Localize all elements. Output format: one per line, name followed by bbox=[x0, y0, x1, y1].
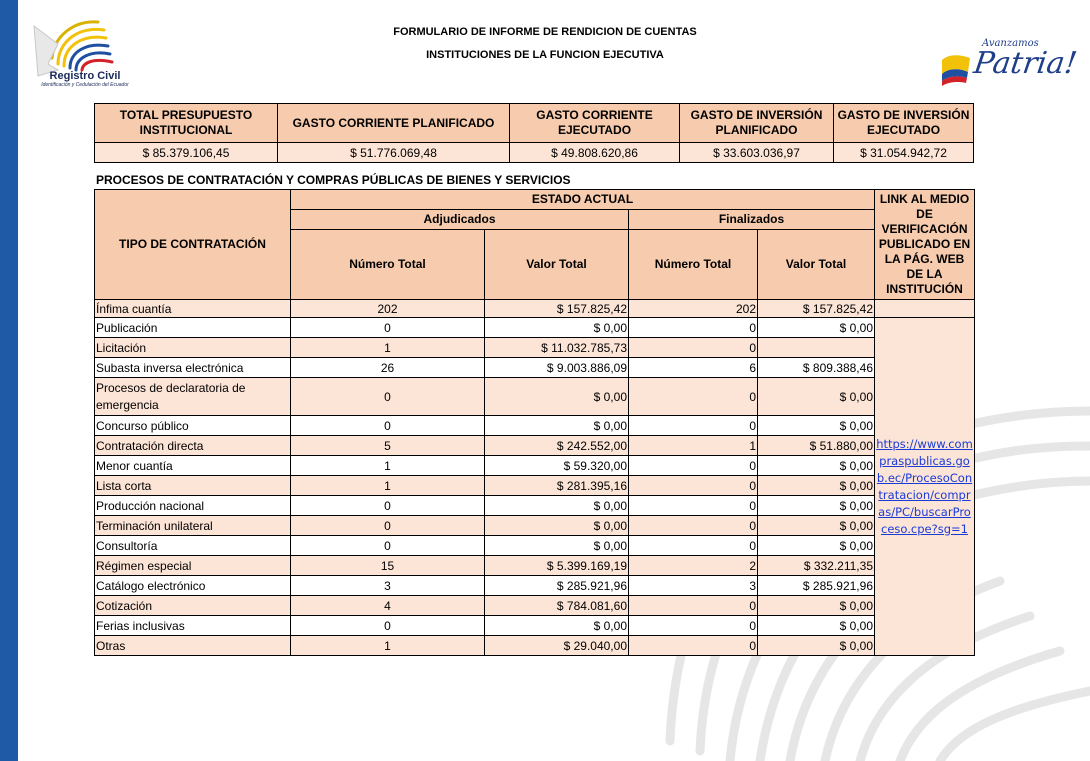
procurement-table bbox=[94, 189, 975, 656]
row-tipo-cell: Ferias inclusivas bbox=[95, 616, 291, 636]
col-header-tipo: TIPO DE CONTRATACIÓN bbox=[95, 190, 291, 300]
row-fin-val-cell: $ 157.825,42 bbox=[758, 300, 875, 318]
row-tipo-cell: Régimen especial bbox=[95, 556, 291, 576]
patria-small-text: Avanzamos bbox=[982, 38, 1039, 49]
row-fin-val-cell: $ 0,00 bbox=[758, 416, 875, 436]
budget-value-row bbox=[95, 143, 974, 163]
row-adj-val-cell: $ 0,00 bbox=[485, 318, 629, 338]
form-title: FORMULARIO DE INFORME DE RENDICION DE CUENTAS bbox=[393, 26, 697, 38]
row-adj-val-cell: $ 0,00 bbox=[485, 536, 629, 556]
row-fin-val-cell: $ 285.921,96 bbox=[758, 576, 875, 596]
row-tipo-cell: Terminación unilateral bbox=[95, 516, 291, 536]
row-fin-num-cell: 0 bbox=[629, 616, 758, 636]
row-fin-val-cell: $ 0,00 bbox=[758, 636, 875, 656]
row-adj-num-cell: 1 bbox=[291, 636, 485, 656]
table-row bbox=[95, 516, 975, 536]
row-adj-num-cell: 0 bbox=[291, 536, 485, 556]
table-row bbox=[95, 358, 975, 378]
row-fin-num-cell: 6 bbox=[629, 358, 758, 378]
row-adj-num-cell: 0 bbox=[291, 318, 485, 338]
row-adj-val-cell: $ 0,00 bbox=[485, 496, 629, 516]
row-adj-val-cell: $ 0,00 bbox=[485, 416, 629, 436]
row-adj-val-cell: $ 9.003.886,09 bbox=[485, 358, 629, 378]
budget-header-cell: GASTO CORRIENTE EJECUTADO bbox=[510, 104, 680, 143]
table-row bbox=[95, 496, 975, 516]
row-tipo-cell: Subasta inversa electrónica bbox=[95, 358, 291, 378]
row-tipo-cell: Menor cuantía bbox=[95, 456, 291, 476]
table-row bbox=[95, 636, 975, 656]
row-fin-num-cell: 3 bbox=[629, 576, 758, 596]
registro-civil-subtitle: Identificación y Cedulación del Ecuador bbox=[41, 82, 129, 88]
row-fin-num-cell: 0 bbox=[629, 476, 758, 496]
row-fin-val-cell bbox=[758, 338, 875, 358]
budget-value-cell: $ 49.808.620,86 bbox=[510, 143, 680, 163]
row-adj-num-cell: 202 bbox=[291, 300, 485, 318]
budget-value-cell: $ 85.379.106,45 bbox=[95, 143, 278, 163]
budget-header-cell: GASTO CORRIENTE PLANIFICADO bbox=[278, 104, 510, 143]
row-tipo-cell: Otras bbox=[95, 636, 291, 656]
row-tipo-cell: Concurso público bbox=[95, 416, 291, 436]
row-adj-val-cell: $ 5.399.169,19 bbox=[485, 556, 629, 576]
col-header-adj-numero: Número Total bbox=[291, 230, 485, 300]
row-adj-val-cell: $ 11.032.785,73 bbox=[485, 338, 629, 358]
row-adj-num-cell: 1 bbox=[291, 476, 485, 496]
row-fin-num-cell: 1 bbox=[629, 436, 758, 456]
row-tipo-cell: Lista corta bbox=[95, 476, 291, 496]
row-adj-num-cell: 0 bbox=[291, 516, 485, 536]
row-fin-val-cell: $ 332.211,35 bbox=[758, 556, 875, 576]
table-row bbox=[95, 318, 975, 338]
row-adj-num-cell: 0 bbox=[291, 496, 485, 516]
row-adj-num-cell: 0 bbox=[291, 378, 485, 416]
row-fin-num-cell: 202 bbox=[629, 300, 758, 318]
row-adj-num-cell: 1 bbox=[291, 338, 485, 358]
row-adj-val-cell: $ 29.040,00 bbox=[485, 636, 629, 656]
col-header-fin-valor: Valor Total bbox=[758, 230, 875, 300]
row-tipo-cell: Contratación directa bbox=[95, 436, 291, 456]
row-adj-val-cell: $ 0,00 bbox=[485, 616, 629, 636]
table-row bbox=[95, 436, 975, 456]
table-row bbox=[95, 338, 975, 358]
row-fin-num-cell: 0 bbox=[629, 536, 758, 556]
row-adj-val-cell: $ 281.395,16 bbox=[485, 476, 629, 496]
row-fin-val-cell: $ 51.880,00 bbox=[758, 436, 875, 456]
row-tipo-cell: Producción nacional bbox=[95, 496, 291, 516]
row-fin-val-cell: $ 0,00 bbox=[758, 616, 875, 636]
row-tipo-cell: Catálogo electrónico bbox=[95, 576, 291, 596]
budget-header-cell: GASTO DE INVERSIÓN EJECUTADO bbox=[834, 104, 974, 143]
row-fin-val-cell: $ 0,00 bbox=[758, 496, 875, 516]
table-row bbox=[95, 576, 975, 596]
row-adj-num-cell: 4 bbox=[291, 596, 485, 616]
form-subtitle: INSTITUCIONES DE LA FUNCION EJECUTIVA bbox=[426, 49, 664, 61]
col-header-adj-valor: Valor Total bbox=[485, 230, 629, 300]
registro-civil-wordmark bbox=[40, 70, 130, 88]
row-fin-val-cell: $ 0,00 bbox=[758, 536, 875, 556]
row-adj-num-cell: 0 bbox=[291, 416, 485, 436]
row-adj-num-cell: 0 bbox=[291, 616, 485, 636]
budget-value-cell: $ 31.054.942,72 bbox=[834, 143, 974, 163]
table-row bbox=[95, 536, 975, 556]
procurement-section-title: PROCESOS DE CONTRATACIÓN Y COMPRAS PÚBLICAS DE BIENES Y SERVICIOS bbox=[96, 173, 571, 187]
col-header-estado: ESTADO ACTUAL bbox=[291, 190, 875, 210]
link-empty-cell bbox=[875, 300, 975, 318]
row-fin-num-cell: 2 bbox=[629, 556, 758, 576]
col-header-link: LINK AL MEDIO DE VERIFICACIÓN PUBLICADO EN LA PÁG. WEB DE LA INSTITUCIÓN bbox=[875, 190, 975, 300]
row-tipo-cell: Consultoría bbox=[95, 536, 291, 556]
row-fin-val-cell: $ 0,00 bbox=[758, 378, 875, 416]
row-adj-val-cell: $ 59.320,00 bbox=[485, 456, 629, 476]
col-header-fin-numero: Número Total bbox=[629, 230, 758, 300]
table-row bbox=[95, 300, 975, 318]
table-row bbox=[95, 596, 975, 616]
row-adj-val-cell: $ 784.081,60 bbox=[485, 596, 629, 616]
row-tipo-cell: Publicación bbox=[95, 318, 291, 338]
row-fin-val-cell: $ 809.388,46 bbox=[758, 358, 875, 378]
row-tipo-cell: Cotización bbox=[95, 596, 291, 616]
table-row bbox=[95, 616, 975, 636]
row-fin-num-cell: 0 bbox=[629, 516, 758, 536]
row-fin-val-cell: $ 0,00 bbox=[758, 476, 875, 496]
proc-header-row-1 bbox=[95, 190, 975, 210]
procurement-body bbox=[95, 300, 975, 656]
row-tipo-cell: Procesos de declaratoria de emergencia bbox=[95, 378, 291, 416]
row-adj-num-cell: 3 bbox=[291, 576, 485, 596]
table-row bbox=[95, 476, 975, 496]
row-fin-num-cell: 0 bbox=[629, 416, 758, 436]
row-fin-num-cell: 0 bbox=[629, 318, 758, 338]
left-accent-bar bbox=[0, 0, 18, 761]
budget-table bbox=[94, 103, 974, 163]
row-adj-num-cell: 15 bbox=[291, 556, 485, 576]
row-adj-num-cell: 1 bbox=[291, 456, 485, 476]
registro-civil-title: Registro Civil bbox=[49, 70, 121, 82]
table-row bbox=[95, 456, 975, 476]
row-tipo-cell: Ínfima cuantía bbox=[95, 300, 291, 318]
col-header-adjudicados: Adjudicados bbox=[291, 210, 629, 230]
row-fin-num-cell: 0 bbox=[629, 596, 758, 616]
budget-header-cell: TOTAL PRESUPUESTO INSTITUCIONAL bbox=[95, 104, 278, 143]
row-adj-val-cell: $ 242.552,00 bbox=[485, 436, 629, 456]
row-fin-val-cell: $ 0,00 bbox=[758, 596, 875, 616]
table-row bbox=[95, 378, 975, 416]
row-fin-num-cell: 0 bbox=[629, 338, 758, 358]
table-row bbox=[95, 556, 975, 576]
row-adj-val-cell: $ 0,00 bbox=[485, 378, 629, 416]
row-adj-val-cell: $ 0,00 bbox=[485, 516, 629, 536]
budget-header-row bbox=[95, 104, 974, 143]
col-header-finalizados: Finalizados bbox=[629, 210, 875, 230]
table-row bbox=[95, 416, 975, 436]
row-fin-num-cell: 0 bbox=[629, 496, 758, 516]
budget-value-cell: $ 33.603.036,97 bbox=[680, 143, 834, 163]
row-fin-num-cell: 0 bbox=[629, 378, 758, 416]
row-adj-num-cell: 26 bbox=[291, 358, 485, 378]
patria-big-text: Patria! bbox=[971, 46, 1080, 81]
row-adj-val-cell: $ 157.825,42 bbox=[485, 300, 629, 318]
row-fin-val-cell: $ 0,00 bbox=[758, 456, 875, 476]
row-fin-val-cell: $ 0,00 bbox=[758, 318, 875, 338]
budget-value-cell: $ 51.776.069,48 bbox=[278, 143, 510, 163]
verification-link[interactable]: https://www.compraspublicas.gob.ec/ProcesoContratacion/compras/PC/buscarProceso.cpe?sg=1 bbox=[875, 318, 975, 656]
row-fin-num-cell: 0 bbox=[629, 636, 758, 656]
row-fin-num-cell: 0 bbox=[629, 456, 758, 476]
row-tipo-cell: Licitación bbox=[95, 338, 291, 358]
budget-header-cell: GASTO DE INVERSIÓN PLANIFICADO bbox=[680, 104, 834, 143]
row-adj-num-cell: 5 bbox=[291, 436, 485, 456]
row-adj-val-cell: $ 285.921,96 bbox=[485, 576, 629, 596]
row-fin-val-cell: $ 0,00 bbox=[758, 516, 875, 536]
